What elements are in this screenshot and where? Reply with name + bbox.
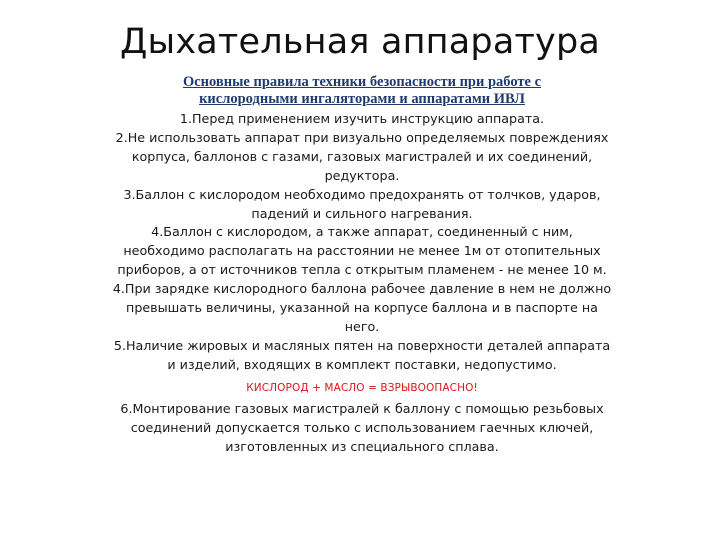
subtitle-line-2: кислородными ингаляторами и аппаратами ИВЛ: [199, 91, 525, 107]
rule-4: 4.Баллон с кислородом, а также аппарат, соединенный с ним, необходимо располагать на расстоянии не менее 1м от отопительных приборов, а от источников тепла с открытым пламенем - не менее 10 м.: [117, 224, 607, 278]
slide-title: Дыхательная аппаратура: [119, 22, 601, 62]
rule-7: 6.Монтирование газовых магистралей к баллону с помощью резьбовых соединений допускается только с использованием гаечных ключей, изготовленных из специального сплава.: [120, 400, 604, 454]
rule-6: 5.Наличие жировых и масляных пятен на поверхности деталей аппарата и изделий, входящих в комплект поставки, недопустимо.: [113, 337, 611, 372]
rule-3: 3.Баллон с кислородом необходимо предохранять от толчков, ударов, падений и сильного нагревания.: [123, 186, 601, 221]
slide-subtitle: [112, 74, 612, 108]
subtitle-line-1: Основные правила техники безопасности при работе с: [182, 74, 542, 90]
warning-text: КИСЛОРОД + МАСЛО = ВЗРЫВООПАСНО!: [246, 381, 478, 394]
rule-5: 4.При зарядке кислородного баллона рабочее давление в нем не должно превышать величины, указанной на корпусе баллона и в паспорте на него.: [112, 281, 612, 334]
rule-2: 2.Не использовать аппарат при визуально определяемых повреждениях корпуса, баллонов с газами, газовых магистралей и их соединений, редуктора.: [115, 129, 609, 183]
slide-content: [112, 74, 612, 456]
rule-1: 1.Перед применением изучить инструкцию аппарата.: [179, 111, 545, 126]
